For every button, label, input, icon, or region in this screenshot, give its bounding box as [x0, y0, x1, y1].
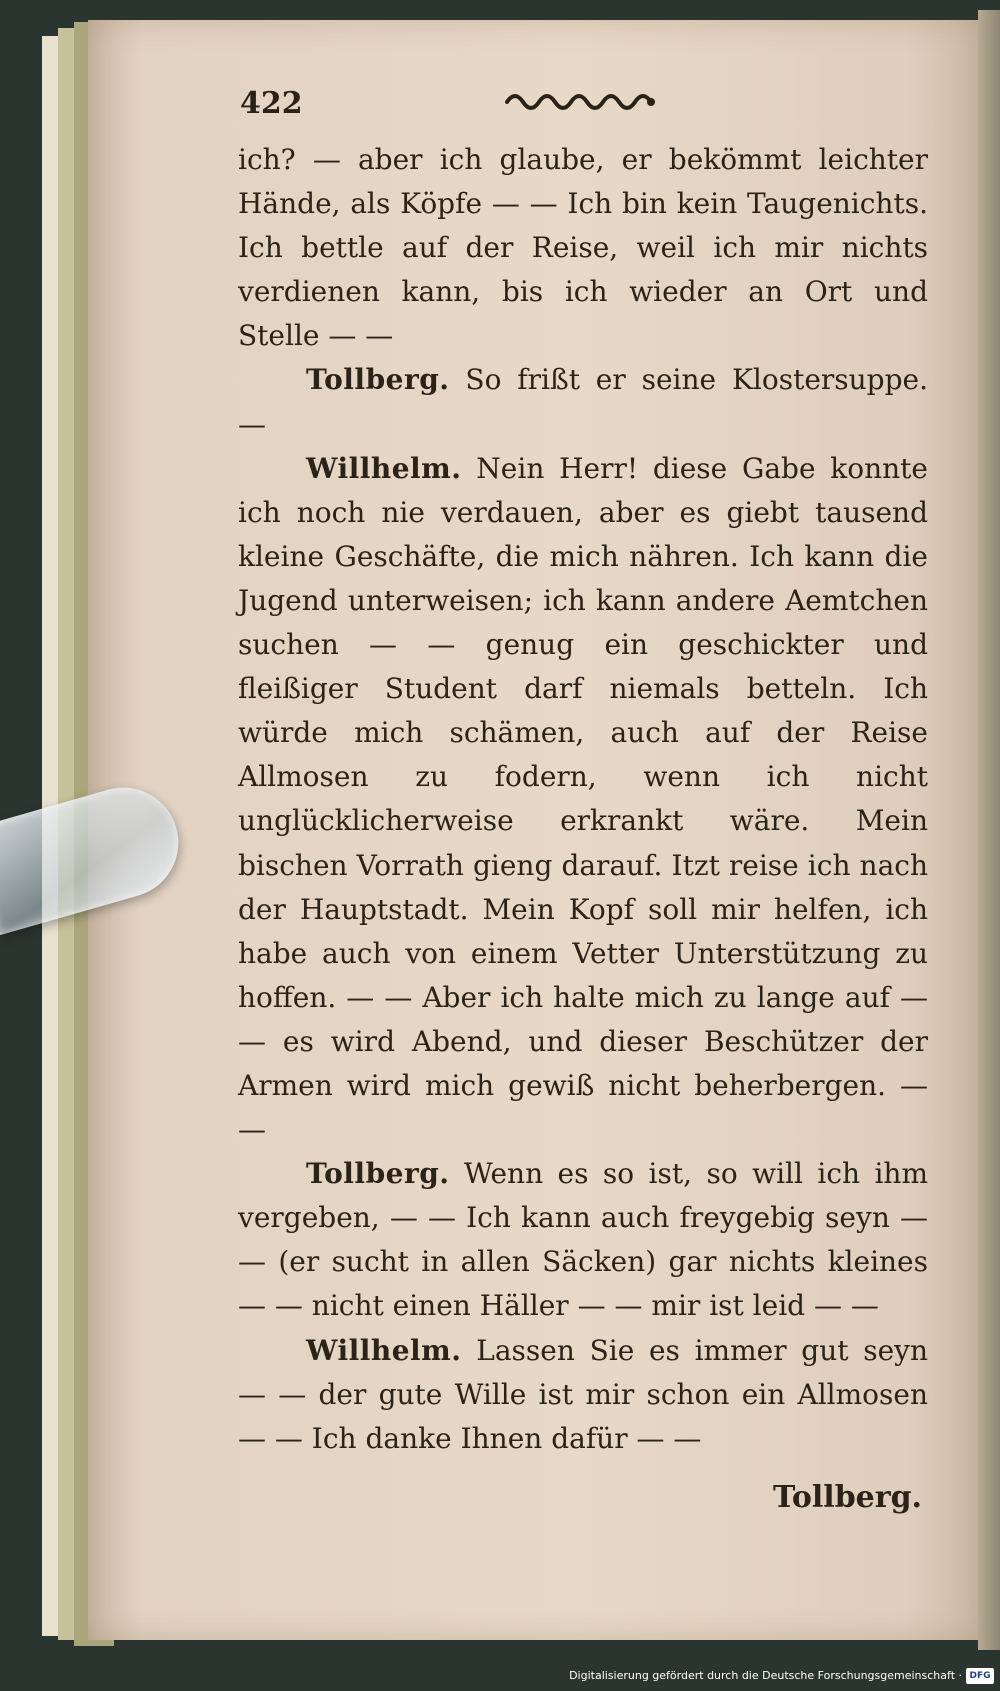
dialogue-paragraph — [238, 447, 928, 1153]
book-right-edge — [978, 10, 1000, 1650]
dfg-logo-icon: DFG — [966, 1668, 994, 1684]
dialogue-paragraph — [238, 358, 928, 446]
speaker-name: Tollberg. — [306, 363, 450, 397]
footer-bar — [0, 1665, 1000, 1691]
dialogue-paragraph — [238, 1152, 928, 1328]
printers-ornament-icon — [505, 86, 655, 116]
speaker-name: Willhelm. — [306, 1333, 462, 1367]
dialogue-text: Wenn es so ist, so will ich ihm vergeben, — — Ich kann auch freygebig seyn — — (er sucht in allen Säcken) gar nichts kleines — — nicht einen Häller — — mir ist leid — — — [238, 1157, 928, 1323]
speaker-name: Tollberg. — [306, 1157, 450, 1191]
speaker-name: Willhelm. — [306, 451, 462, 485]
digitization-credit: Digitalisierung gefördert durch die Deutsche Forschungsgemeinschaft · — [569, 1669, 962, 1682]
page-header — [150, 72, 920, 132]
dialogue-text: So frißt er seine Klostersuppe. — — [238, 363, 928, 441]
dialogue-text: Lassen Sie es immer gut seyn — — der gute Wille ist mir schon ein Allmosen — — Ich danke Ihnen dafür — — — [238, 1333, 928, 1455]
dialogue-paragraph — [238, 1329, 928, 1461]
catchword: Tollberg. — [773, 1480, 922, 1515]
dialogue-text: Nein Herr! diese Gabe konnte ich noch nie verdauen, aber es giebt tausend kleine Geschäfte, die mich nähren. Ich kann die Jugend unterweisen; ich kann andere Aemtchen suchen — — genug ein geschickter und fleißiger Student darf niemals betteln. Ich würde mich schämen, auch auf der Reise Allmosen zu fodern, wenn ich nicht unglücklicherweise erkrankt wäre. Mein bischen Vorrath gieng darauf. Itzt reise ich nach der Hauptstadt. Mein Kopf soll mir helfen, ich habe auch von einem Vetter Unterstützung zu hoffen. — — Aber ich halte mich zu lange auf — — es wird Abend, und dieser Beschützer der Armen wird mich gewiß nicht beherbergen. — — — [238, 451, 928, 1147]
paragraph: ich? — aber ich glaube, er bekömmt leichter Hände, als Köpfe — — Ich bin kein Taugenichts. Ich bettle auf der Reise, weil ich mir nichts verdienen kann, bis ich wieder an Ort und Stelle — — — [238, 143, 928, 353]
body-text — [238, 138, 928, 1461]
page-number: 422 — [240, 86, 303, 121]
